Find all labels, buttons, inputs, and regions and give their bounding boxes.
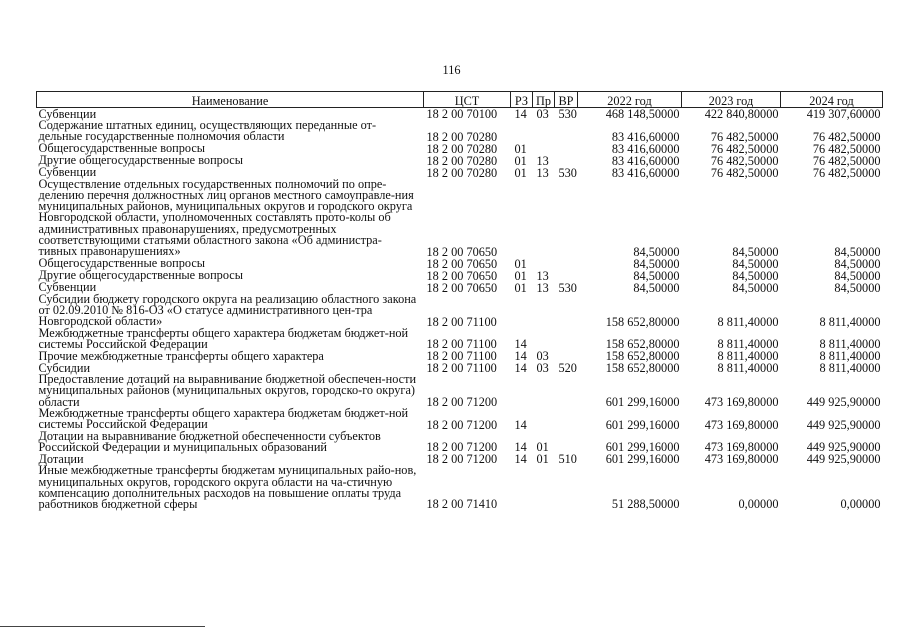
row-rz (511, 120, 533, 143)
row-2022: 158 652,80000 (605, 361, 680, 376)
row-2023: 84,50000 (732, 280, 779, 295)
row-pr: 13 (536, 280, 549, 295)
row-rz: 14 (514, 452, 527, 467)
row-cst: 18 2 00 70650 (426, 256, 498, 271)
table-row (37, 294, 883, 328)
row-name: Другие общегосударственные вопросы (38, 153, 243, 168)
row-2023: 422 840,80000 (704, 107, 779, 121)
row-2023: 84,50000 (732, 268, 779, 283)
table-row (37, 408, 883, 431)
row-2024: 76 482,50000 (812, 141, 881, 156)
row-name: Субсидии (38, 360, 91, 375)
row-vr (555, 120, 578, 143)
row-name: Субвенции (38, 106, 97, 121)
row-2024: 76 482,50000 (812, 153, 881, 168)
row-vr (555, 143, 578, 155)
row-2022: 158 652,80000 (605, 314, 680, 329)
row-2023: 76 482,50000 (710, 165, 779, 180)
row-vr (555, 465, 578, 510)
row-rz (511, 179, 533, 258)
row-2022: 83 416,60000 (611, 141, 680, 156)
row-vr (555, 431, 578, 454)
row-2023: 76 482,50000 (710, 141, 779, 156)
row-rz: 01 (514, 153, 527, 168)
row-2022: 468 148,50000 (605, 107, 680, 121)
row-vr (555, 258, 578, 270)
row-rz: 01 (514, 280, 527, 295)
row-pr: 03 (536, 349, 549, 364)
row-rz: 14 (514, 107, 527, 121)
row-cst: 18 2 00 71410 (426, 497, 498, 512)
header-name: Наименование (37, 92, 424, 108)
row-2022: 601 299,16000 (605, 452, 680, 467)
row-cst: 18 2 00 70650 (426, 268, 498, 283)
row-name: Осуществление отдельных государственных полномочий по опре-делению перечня должностных лиц органов местного самоуправле-ния муниципальных районов, муниципальных округов и городского округа Новгородской области, уполномоченных составлять прото-колы об административных правонарушениях, предусмотренных соответствующими статьями областного закона «Об администра-тивных правонарушениях» (38, 176, 414, 259)
table-body (37, 108, 883, 511)
footer-rule (0, 626, 205, 627)
row-pr: 01 (536, 452, 549, 467)
row-cst: 18 2 00 71100 (426, 314, 497, 329)
row-name: Другие общегосударственные вопросы (38, 268, 243, 283)
row-2024: 84,50000 (834, 268, 881, 283)
row-rz: 14 (514, 417, 527, 432)
row-cst: 18 2 00 71200 (426, 452, 498, 467)
row-name: Межбюджетные трансферты общего характера бюджетам бюджет-ной системы Российской Федерации (38, 406, 409, 432)
row-2023: 473 169,80000 (704, 440, 779, 455)
table-row (37, 179, 883, 258)
row-2023: 473 169,80000 (704, 395, 779, 410)
row-name: Дотации на выравнивание бюджетной обеспеченности субъектов Российской Федерации и муниципальных образований (38, 428, 381, 454)
row-2024: 84,50000 (834, 280, 881, 295)
table-header-row (37, 92, 883, 108)
row-2022: 158 652,80000 (605, 349, 680, 364)
row-name: Предоставление дотаций на выравнивание бюджетной обеспечен-ности муниципальных районов (муниципальных округов, городско-го округа) области (38, 372, 417, 409)
row-pr (533, 374, 555, 408)
row-rz: 14 (514, 349, 527, 364)
row-2024: 8 811,40000 (819, 361, 881, 376)
row-2022: 83 416,60000 (611, 153, 680, 168)
row-cst: 18 2 00 71100 (426, 337, 497, 352)
row-cst: 18 2 00 70650 (426, 280, 498, 295)
row-rz: 01 (514, 165, 527, 180)
row-2024: 76 482,50000 (812, 129, 881, 144)
row-name: Содержание штатных единиц, осуществляющих переданные от-дельные государственные полномочия области (38, 118, 377, 144)
row-2024: 449 925,90000 (806, 417, 881, 432)
row-rz: 14 (514, 361, 527, 376)
row-pr: 03 (536, 107, 549, 121)
row-2022: 158 652,80000 (605, 337, 680, 352)
row-name: Дотации (38, 451, 84, 466)
row-2023: 473 169,80000 (704, 417, 779, 432)
row-name: Общегосударственные вопросы (38, 141, 206, 156)
row-2024: 76 482,50000 (812, 165, 881, 180)
row-name: Общегосударственные вопросы (38, 256, 206, 271)
row-cst: 18 2 00 70280 (426, 165, 498, 180)
row-cst: 18 2 00 71200 (426, 417, 498, 432)
row-rz (511, 294, 533, 328)
row-vr: 520 (558, 361, 577, 376)
header-cst: ЦСТ (424, 92, 511, 108)
row-2023: 84,50000 (732, 244, 779, 259)
row-2023: 8 811,40000 (717, 337, 779, 352)
row-rz (511, 374, 533, 408)
row-pr (533, 294, 555, 328)
row-cst: 18 2 00 71200 (426, 440, 498, 455)
row-2024: 449 925,90000 (806, 452, 881, 467)
table-row (37, 120, 883, 143)
row-pr (533, 408, 555, 431)
row-name: Субсидии бюджету городского округа на реализацию областного закона от 02.09.2010 № 816-ОЗ «О статусе административного цен-тра Новгородской области» (38, 291, 417, 329)
row-cst: 18 2 00 70100 (426, 107, 498, 121)
row-2024: 449 925,90000 (806, 440, 881, 455)
row-cst: 18 2 00 70650 (426, 244, 498, 259)
row-2024: 8 811,40000 (819, 337, 881, 352)
row-2022: 601 299,16000 (605, 417, 680, 432)
row-vr: 510 (558, 452, 577, 467)
row-2024: 8 811,40000 (819, 349, 881, 364)
table-row (37, 328, 883, 351)
row-rz: 14 (514, 337, 527, 352)
row-cst: 18 2 00 70280 (426, 141, 498, 156)
row-2022: 84,50000 (633, 244, 680, 259)
table-row (37, 465, 883, 510)
row-name: Прочие межбюджетные трансферты общего характера (38, 348, 324, 363)
row-pr: 13 (536, 165, 549, 180)
budget-table (36, 91, 883, 510)
row-cst: 18 2 00 70280 (426, 153, 498, 168)
row-cst: 18 2 00 71100 (426, 349, 497, 364)
page-number: 116 (442, 63, 461, 77)
header-2023: 2023 год (682, 92, 781, 108)
row-pr (533, 328, 555, 351)
row-rz: 01 (514, 141, 527, 156)
row-2024: 0,00000 (840, 497, 881, 512)
row-name: Субвенции (38, 280, 97, 295)
row-2024: 84,50000 (834, 256, 881, 271)
row-rz: 01 (514, 268, 527, 283)
row-vr: 530 (558, 165, 577, 180)
row-2022: 84,50000 (633, 280, 680, 295)
row-cst: 18 2 00 71100 (426, 361, 497, 376)
row-vr: 530 (558, 107, 577, 121)
row-2022: 601 299,16000 (605, 395, 680, 410)
row-2024: 449 925,90000 (806, 395, 881, 410)
row-vr (555, 374, 578, 408)
row-vr (555, 155, 578, 167)
header-pr: Пр (533, 92, 555, 108)
row-pr (533, 143, 555, 155)
row-rz (511, 465, 533, 510)
row-name: Межбюджетные трансферты общего характера бюджетам бюджет-ной системы Российской Федерации (38, 325, 409, 351)
row-2023: 8 811,40000 (717, 349, 779, 364)
header-2024: 2024 год (781, 92, 883, 108)
header-vr: ВР (555, 92, 578, 108)
header-rz: РЗ (511, 92, 533, 108)
header-2022: 2022 год (578, 92, 682, 108)
row-vr (555, 408, 578, 431)
row-pr (533, 258, 555, 270)
table-row (37, 374, 883, 408)
row-2022: 51 288,50000 (611, 497, 680, 512)
table-row (37, 270, 883, 282)
row-pr (533, 465, 555, 510)
row-name: Субвенции (38, 165, 97, 180)
table-row (37, 155, 883, 167)
row-2022: 83 416,60000 (611, 129, 680, 144)
row-vr: 530 (558, 280, 577, 295)
row-rz: 01 (514, 256, 527, 271)
row-name: Иные межбюджетные трансферты бюджетам муниципальных райо-нов, муниципальных округов, городского округа области на ча-стичную компенсацию дополнительных расходов на повышение оплаты труда работников бюджетной сферы (38, 463, 417, 512)
row-vr (555, 294, 578, 328)
row-pr (533, 120, 555, 143)
row-2022: 84,50000 (633, 256, 680, 271)
row-cst: 18 2 00 71200 (426, 395, 498, 410)
row-2023: 0,00000 (738, 497, 779, 512)
row-2022: 84,50000 (633, 268, 680, 283)
row-2022: 601 299,16000 (605, 440, 680, 455)
row-vr (555, 179, 578, 258)
row-pr: 13 (536, 153, 549, 168)
row-pr (533, 179, 555, 258)
row-pr: 13 (536, 268, 549, 283)
row-2023: 8 811,40000 (717, 361, 779, 376)
row-2023: 76 482,50000 (710, 153, 779, 168)
row-2024: 8 811,40000 (819, 314, 881, 329)
row-vr (555, 328, 578, 351)
row-pr: 03 (536, 361, 549, 376)
row-pr: 01 (536, 440, 549, 455)
row-cst: 18 2 00 70280 (426, 129, 498, 144)
row-2023: 473 169,80000 (704, 452, 779, 467)
table-row (37, 431, 883, 454)
row-2023: 84,50000 (732, 256, 779, 271)
row-2022: 83 416,60000 (611, 165, 680, 180)
row-vr (555, 270, 578, 282)
row-2023: 8 811,40000 (717, 314, 779, 329)
row-2024: 419 307,60000 (806, 107, 881, 121)
row-rz: 14 (514, 440, 527, 455)
row-2023: 76 482,50000 (710, 129, 779, 144)
row-2024: 84,50000 (834, 244, 881, 259)
